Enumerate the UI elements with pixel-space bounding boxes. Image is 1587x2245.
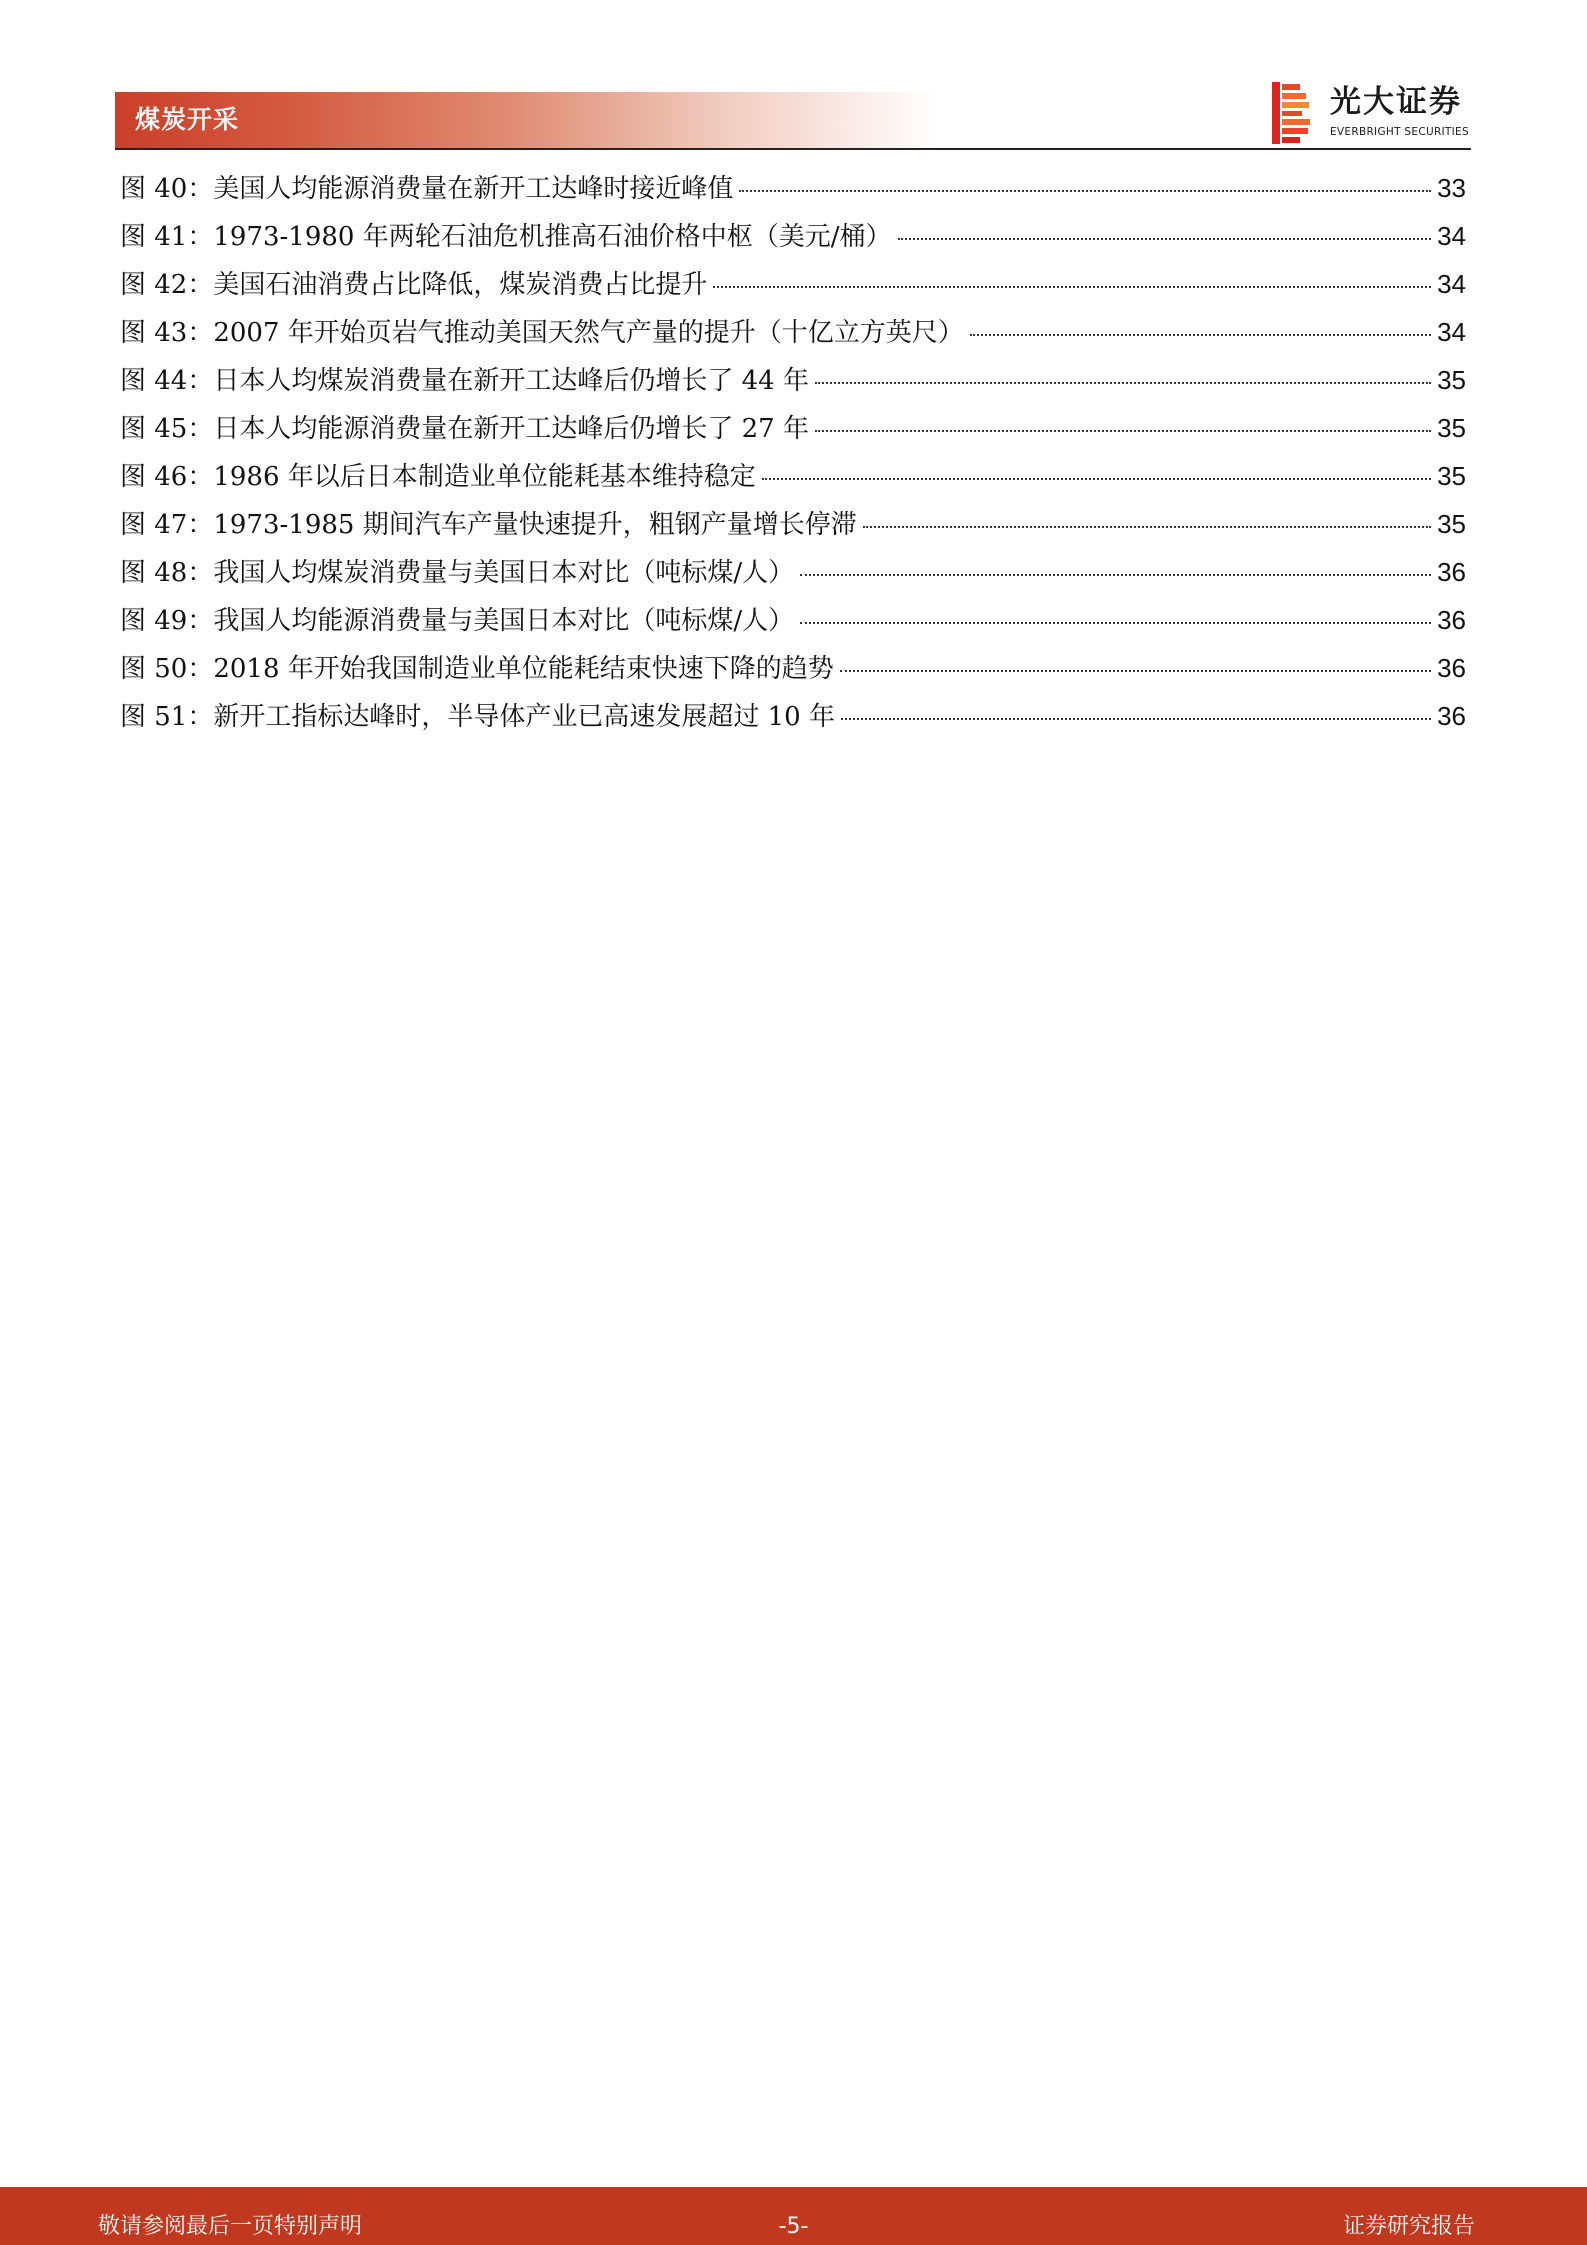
footer-disclaimer: 敬请参阅最后一页特别声明 — [98, 2214, 363, 2239]
dot-leader — [739, 190, 1431, 192]
toc-entry-page: 35 — [1437, 365, 1466, 395]
dot-leader — [841, 718, 1431, 720]
logo-name-en: EVERBRIGHT SECURITIES — [1330, 126, 1469, 138]
dot-leader — [898, 238, 1432, 240]
toc-entry-fig-46[interactable] — [120, 452, 1466, 500]
toc-entry-fig-50[interactable] — [120, 644, 1466, 692]
dot-leader — [970, 334, 1431, 336]
toc-entry-title: 图 42：美国石油消费占比降低，煤炭消费占比提升 — [120, 270, 708, 300]
dot-leader — [800, 622, 1431, 624]
header-band — [115, 92, 1070, 148]
footer-page-number: -5- — [778, 2214, 809, 2239]
toc-entry-page: 35 — [1437, 509, 1466, 539]
toc-entry-title: 图 41：1973-1980 年两轮石油危机推高石油价格中枢（美元/桶） — [120, 222, 892, 252]
toc-entry-fig-48[interactable] — [120, 548, 1466, 596]
figure-list — [120, 164, 1466, 740]
dot-leader — [863, 526, 1431, 528]
toc-entry-fig-41[interactable] — [120, 212, 1466, 260]
toc-entry-page: 34 — [1437, 317, 1466, 347]
toc-entry-title: 图 40：美国人均能源消费量在新开工达峰时接近峰值 — [120, 174, 734, 204]
toc-entry-fig-49[interactable] — [120, 596, 1466, 644]
toc-entry-page: 34 — [1437, 269, 1466, 299]
dot-leader — [762, 478, 1431, 480]
dot-leader — [815, 382, 1431, 384]
toc-entry-fig-40[interactable] — [120, 164, 1466, 212]
toc-entry-fig-43[interactable] — [120, 308, 1466, 356]
toc-entry-page: 35 — [1437, 461, 1466, 491]
dot-leader — [800, 574, 1431, 576]
toc-entry-page: 36 — [1437, 557, 1466, 587]
toc-entry-fig-44[interactable] — [120, 356, 1466, 404]
toc-entry-fig-51[interactable] — [120, 692, 1466, 740]
toc-entry-fig-45[interactable] — [120, 404, 1466, 452]
toc-entry-page: 33 — [1437, 173, 1466, 203]
section-label: 煤炭开采 — [135, 105, 240, 134]
toc-entry-title: 图 44：日本人均煤炭消费量在新开工达峰后仍增长了 44 年 — [120, 366, 809, 396]
toc-entry-title: 图 43：2007 年开始页岩气推动美国天然气产量的提升（十亿立方英尺） — [120, 318, 964, 348]
dot-leader — [815, 430, 1431, 432]
toc-entry-page: 34 — [1437, 221, 1466, 251]
toc-entry-title: 图 45：日本人均能源消费量在新开工达峰后仍增长了 27 年 — [120, 414, 809, 444]
toc-entry-title: 图 47：1973-1985 期间汽车产量快速提升，粗钢产量增长停滞 — [120, 510, 857, 540]
toc-entry-page: 36 — [1437, 701, 1466, 731]
toc-entry-title: 图 51：新开工指标达峰时，半导体产业已高速发展超过 10 年 — [120, 702, 835, 732]
dot-leader — [840, 670, 1431, 672]
toc-entry-title: 图 50：2018 年开始我国制造业单位能耗结束快速下降的趋势 — [120, 654, 834, 684]
toc-entry-page: 36 — [1437, 653, 1466, 683]
dot-leader — [713, 286, 1431, 288]
toc-entry-fig-47[interactable] — [120, 500, 1466, 548]
header-rule — [115, 148, 1471, 150]
everbright-logo-icon — [1272, 82, 1312, 144]
toc-entry-page: 35 — [1437, 413, 1466, 443]
toc-entry-fig-42[interactable] — [120, 260, 1466, 308]
toc-entry-page: 36 — [1437, 605, 1466, 635]
company-logo — [1272, 82, 1472, 144]
footer-doc-type: 证券研究报告 — [1342, 2214, 1475, 2239]
toc-entry-title: 图 49：我国人均能源消费量与美国日本对比（吨标煤/人） — [120, 606, 795, 636]
toc-entry-title: 图 48：我国人均煤炭消费量与美国日本对比（吨标煤/人） — [120, 558, 795, 588]
logo-name-cn: 光大证券 — [1330, 84, 1462, 120]
toc-entry-title: 图 46：1986 年以后日本制造业单位能耗基本维持稳定 — [120, 462, 756, 492]
